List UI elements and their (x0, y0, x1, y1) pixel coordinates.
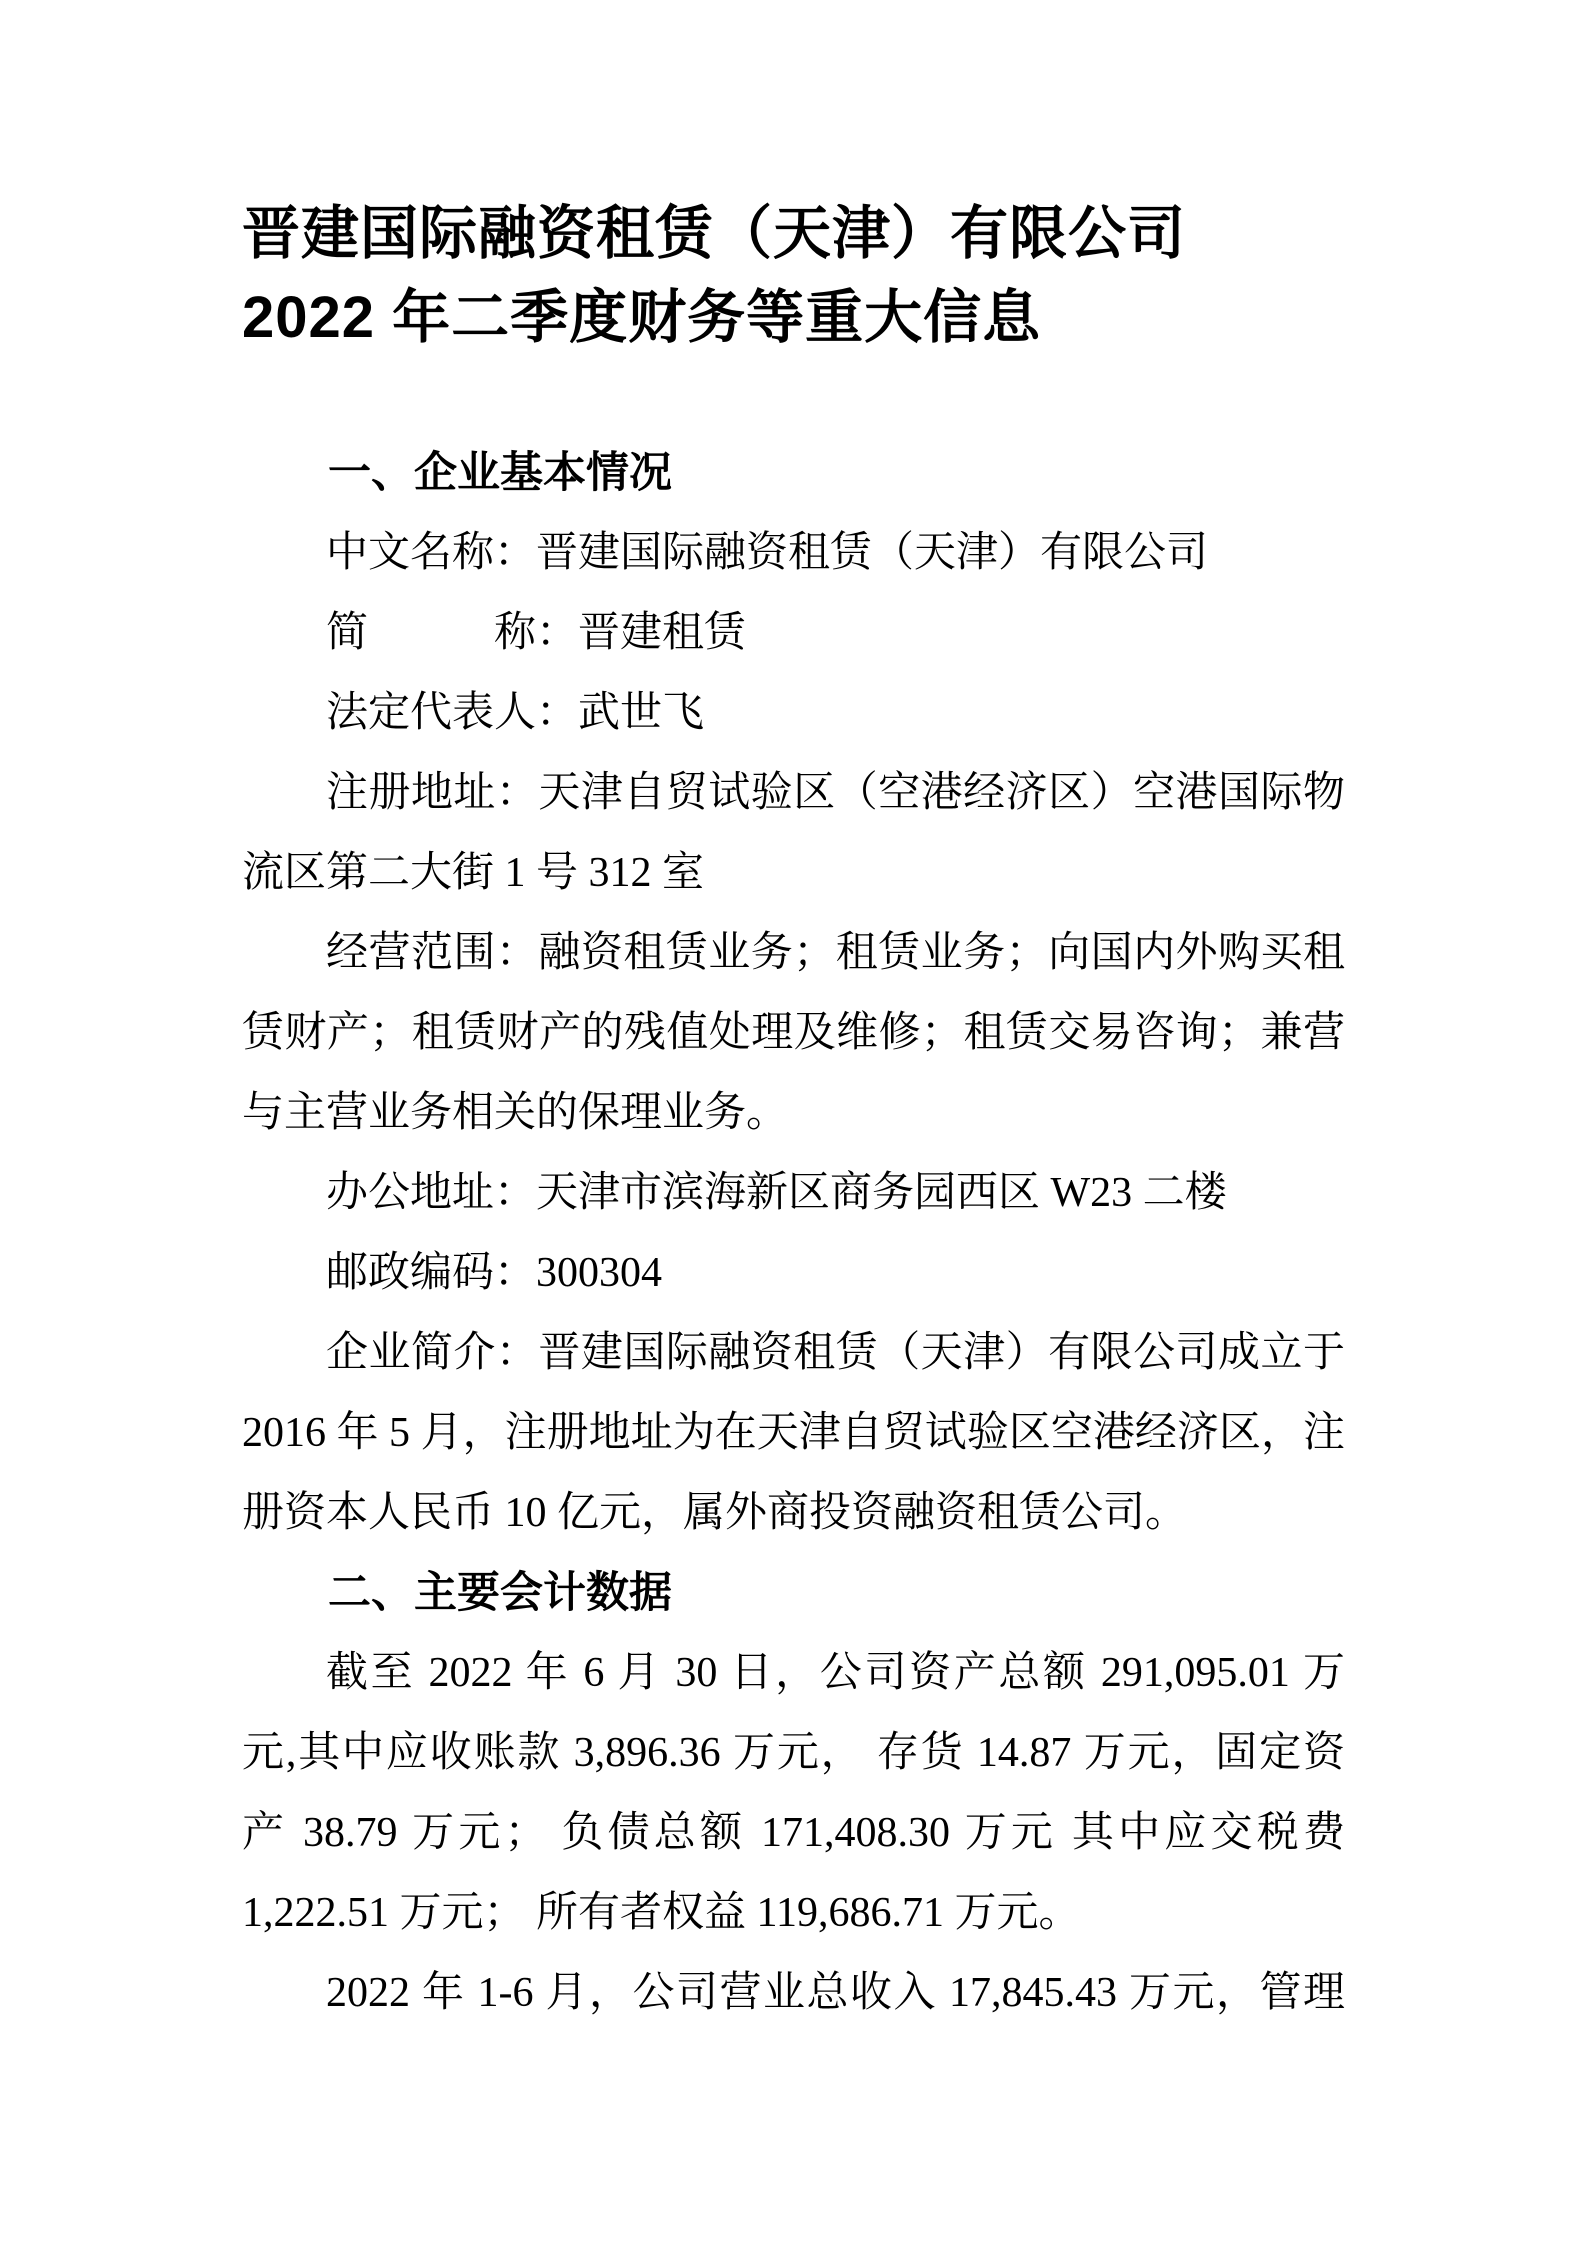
field-business-scope-2: 赁财产；租赁财产的残值处理及维修；租赁交易咨询；兼营 (242, 1010, 1345, 1056)
document-body (242, 433, 1345, 2033)
accounting-data-line-2: 元,其中应收账款 3,896.36 万元， 存货 14.87 万元，固定资 (242, 1730, 1345, 1776)
section-heading-basic-info: 一、企业基本情况 (328, 449, 672, 497)
document-title (242, 192, 1345, 360)
field-registered-address-2: 流区第二大街 1 号 312 室 (242, 850, 705, 896)
accounting-data-line-3: 产 38.79 万元； 负债总额 171,408.30 万元 其中应交税费 (242, 1810, 1345, 1856)
accounting-data-line-4: 1,222.51 万元； 所有者权益 119,686.71 万元。 (242, 1890, 1081, 1936)
revenue-line: 2022 年 1-6 月，公司营业总收入 17,845.43 万元，管理 (326, 1970, 1345, 2016)
field-company-profile-1: 企业简介：晋建国际融资租赁（天津）有限公司成立于 (326, 1330, 1345, 1376)
accounting-data-line-1: 截至 2022 年 6 月 30 日，公司资产总额 291,095.01 万 (326, 1650, 1345, 1696)
field-short-name: 简 称：晋建租赁 (326, 610, 747, 656)
field-business-scope-3: 与主营业务相关的保理业务。 (242, 1090, 789, 1136)
field-office-address: 办公地址：天津市滨海新区商务园西区 W23 二楼 (326, 1170, 1227, 1216)
field-company-profile-3: 册资本人民币 10 亿元，属外商投资融资租赁公司。 (242, 1490, 1188, 1536)
field-company-profile-2: 2016 年 5 月，注册地址为在天津自贸试验区空港经济区，注 (242, 1410, 1345, 1456)
document-title-line2: 2022 年二季度财务等重大信息 (242, 285, 1042, 350)
document-title-line1: 晋建国际融资租赁（天津）有限公司 (242, 201, 1187, 266)
section-heading-accounting-data: 二、主要会计数据 (328, 1569, 672, 1617)
field-legal-representative: 法定代表人：武世飞 (326, 690, 705, 736)
field-chinese-name: 中文名称：晋建国际融资租赁（天津）有限公司 (326, 530, 1209, 576)
field-postal-code: 邮政编码：300304 (326, 1250, 663, 1296)
field-business-scope-1: 经营范围：融资租赁业务；租赁业务；向国内外购买租 (326, 930, 1345, 976)
field-registered-address-1: 注册地址：天津自贸试验区（空港经济区）空港国际物 (326, 770, 1345, 816)
